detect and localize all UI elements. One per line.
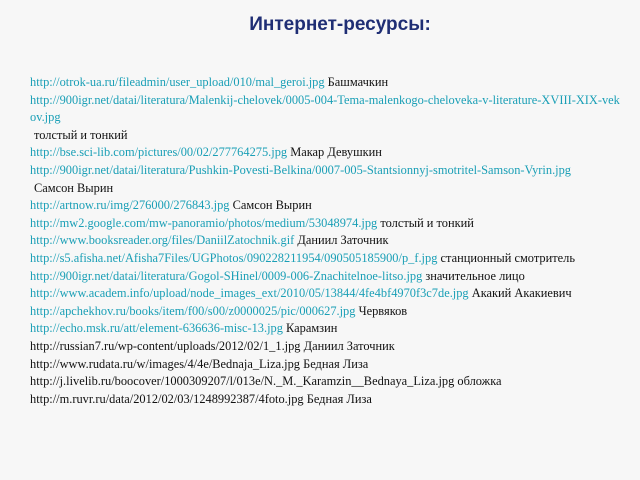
- resource-list: [30, 74, 620, 408]
- list-item: [30, 320, 620, 338]
- list-item: [30, 338, 620, 356]
- list-item: [30, 356, 620, 374]
- list-item: [30, 215, 620, 233]
- list-item: [30, 268, 620, 286]
- list-item: [30, 232, 620, 250]
- list-item: [30, 144, 620, 162]
- list-item: [30, 197, 620, 215]
- resource-link[interactable]: http://900igr.net/datai/literatura/Pushkin-Povesti-Belkina/0007-005-Stantsionnyj-smotritel-Samson-Vyrin.jpg: [30, 162, 571, 177]
- resource-link[interactable]: http://artnow.ru/img/276000/276843.jpg: [30, 198, 230, 213]
- resource-caption: Бедная Лиза: [306, 391, 372, 406]
- resource-link[interactable]: http://bse.sci-lib.com/pictures/00/02/277764275.jpg: [30, 145, 288, 160]
- resource-caption: станционный смотритель: [440, 250, 575, 265]
- list-item: [30, 250, 620, 268]
- resource-caption: толстый и тонкий: [34, 127, 128, 142]
- resource-link[interactable]: http://mw2.google.com/mw-panoramio/photos/medium/53048974.jpg: [30, 215, 378, 230]
- resource-caption: Макар Девушкин: [290, 145, 382, 160]
- resource-url-text: http://www.rudata.ru/w/images/4/4e/Bednaja_Liza.jpg: [30, 356, 300, 371]
- resource-link[interactable]: http://echo.msk.ru/att/element-636636-misc-13.jpg: [30, 321, 283, 336]
- resource-url-text: http://russian7.ru/wp-content/uploads/2012/02/1_1.jpg: [30, 338, 301, 353]
- resource-url-text: http://m.ruvr.ru/data/2012/02/03/1248992387/4foto.jpg: [30, 391, 304, 406]
- resource-caption: Даниил Заточник: [297, 233, 389, 248]
- resource-url-text: http://j.livelib.ru/boocover/1000309207/l/013e/N._M._Karamzin__Bednaya_Liza.jpg: [30, 374, 455, 389]
- resource-link[interactable]: http://apchekhov.ru/books/item/f00/s00/z0000025/pic/000627.jpg: [30, 303, 356, 318]
- list-item: [30, 391, 620, 409]
- page-title: Интернет-ресурсы:: [249, 14, 431, 35]
- list-item: [30, 162, 620, 197]
- resource-caption: Акакий Акакиевич: [471, 286, 572, 301]
- resource-link[interactable]: http://www.academ.info/upload/node_images_ext/2010/05/13844/4fe4bf4970f3c7de.jpg: [30, 286, 469, 301]
- resource-caption: Даниил Заточник: [303, 338, 395, 353]
- resource-caption: Самсон Вырин: [232, 198, 312, 213]
- resource-caption: значительное лицо: [425, 268, 525, 283]
- resource-caption: обложка: [457, 374, 502, 389]
- list-item: [30, 285, 620, 303]
- resource-caption: Самсон Вырин: [34, 180, 114, 195]
- resource-link[interactable]: http://900igr.net/datai/literatura/Malenkij-chelovek/0005-004-Tema-malenkogo-cheloveka-v-literature-XVIII-XIX-vekov.jpg: [30, 92, 620, 125]
- resource-caption: Карамзин: [286, 321, 338, 336]
- list-item: [30, 92, 620, 145]
- resource-caption: толстый и тонкий: [380, 215, 474, 230]
- list-item: [30, 303, 620, 321]
- list-item: [30, 74, 620, 92]
- resource-caption: Бедная Лиза: [303, 356, 369, 371]
- resource-link[interactable]: http://otrok-ua.ru/fileadmin/user_upload/010/mal_geroi.jpg: [30, 75, 325, 89]
- resource-caption: Червяков: [358, 303, 408, 318]
- list-item: [30, 373, 620, 391]
- resource-link[interactable]: http://www.booksreader.org/files/DaniilZatochnik.gif: [30, 233, 295, 248]
- resource-link[interactable]: http://900igr.net/datai/literatura/Gogol-SHinel/0009-006-Znachitelnoe-litso.jpg: [30, 268, 423, 283]
- resource-link[interactable]: http://s5.afisha.net/Afisha7Files/UGPhotos/090228211954/090505185900/p_f.jpg: [30, 250, 438, 265]
- resource-caption: Башмачкин: [327, 75, 389, 89]
